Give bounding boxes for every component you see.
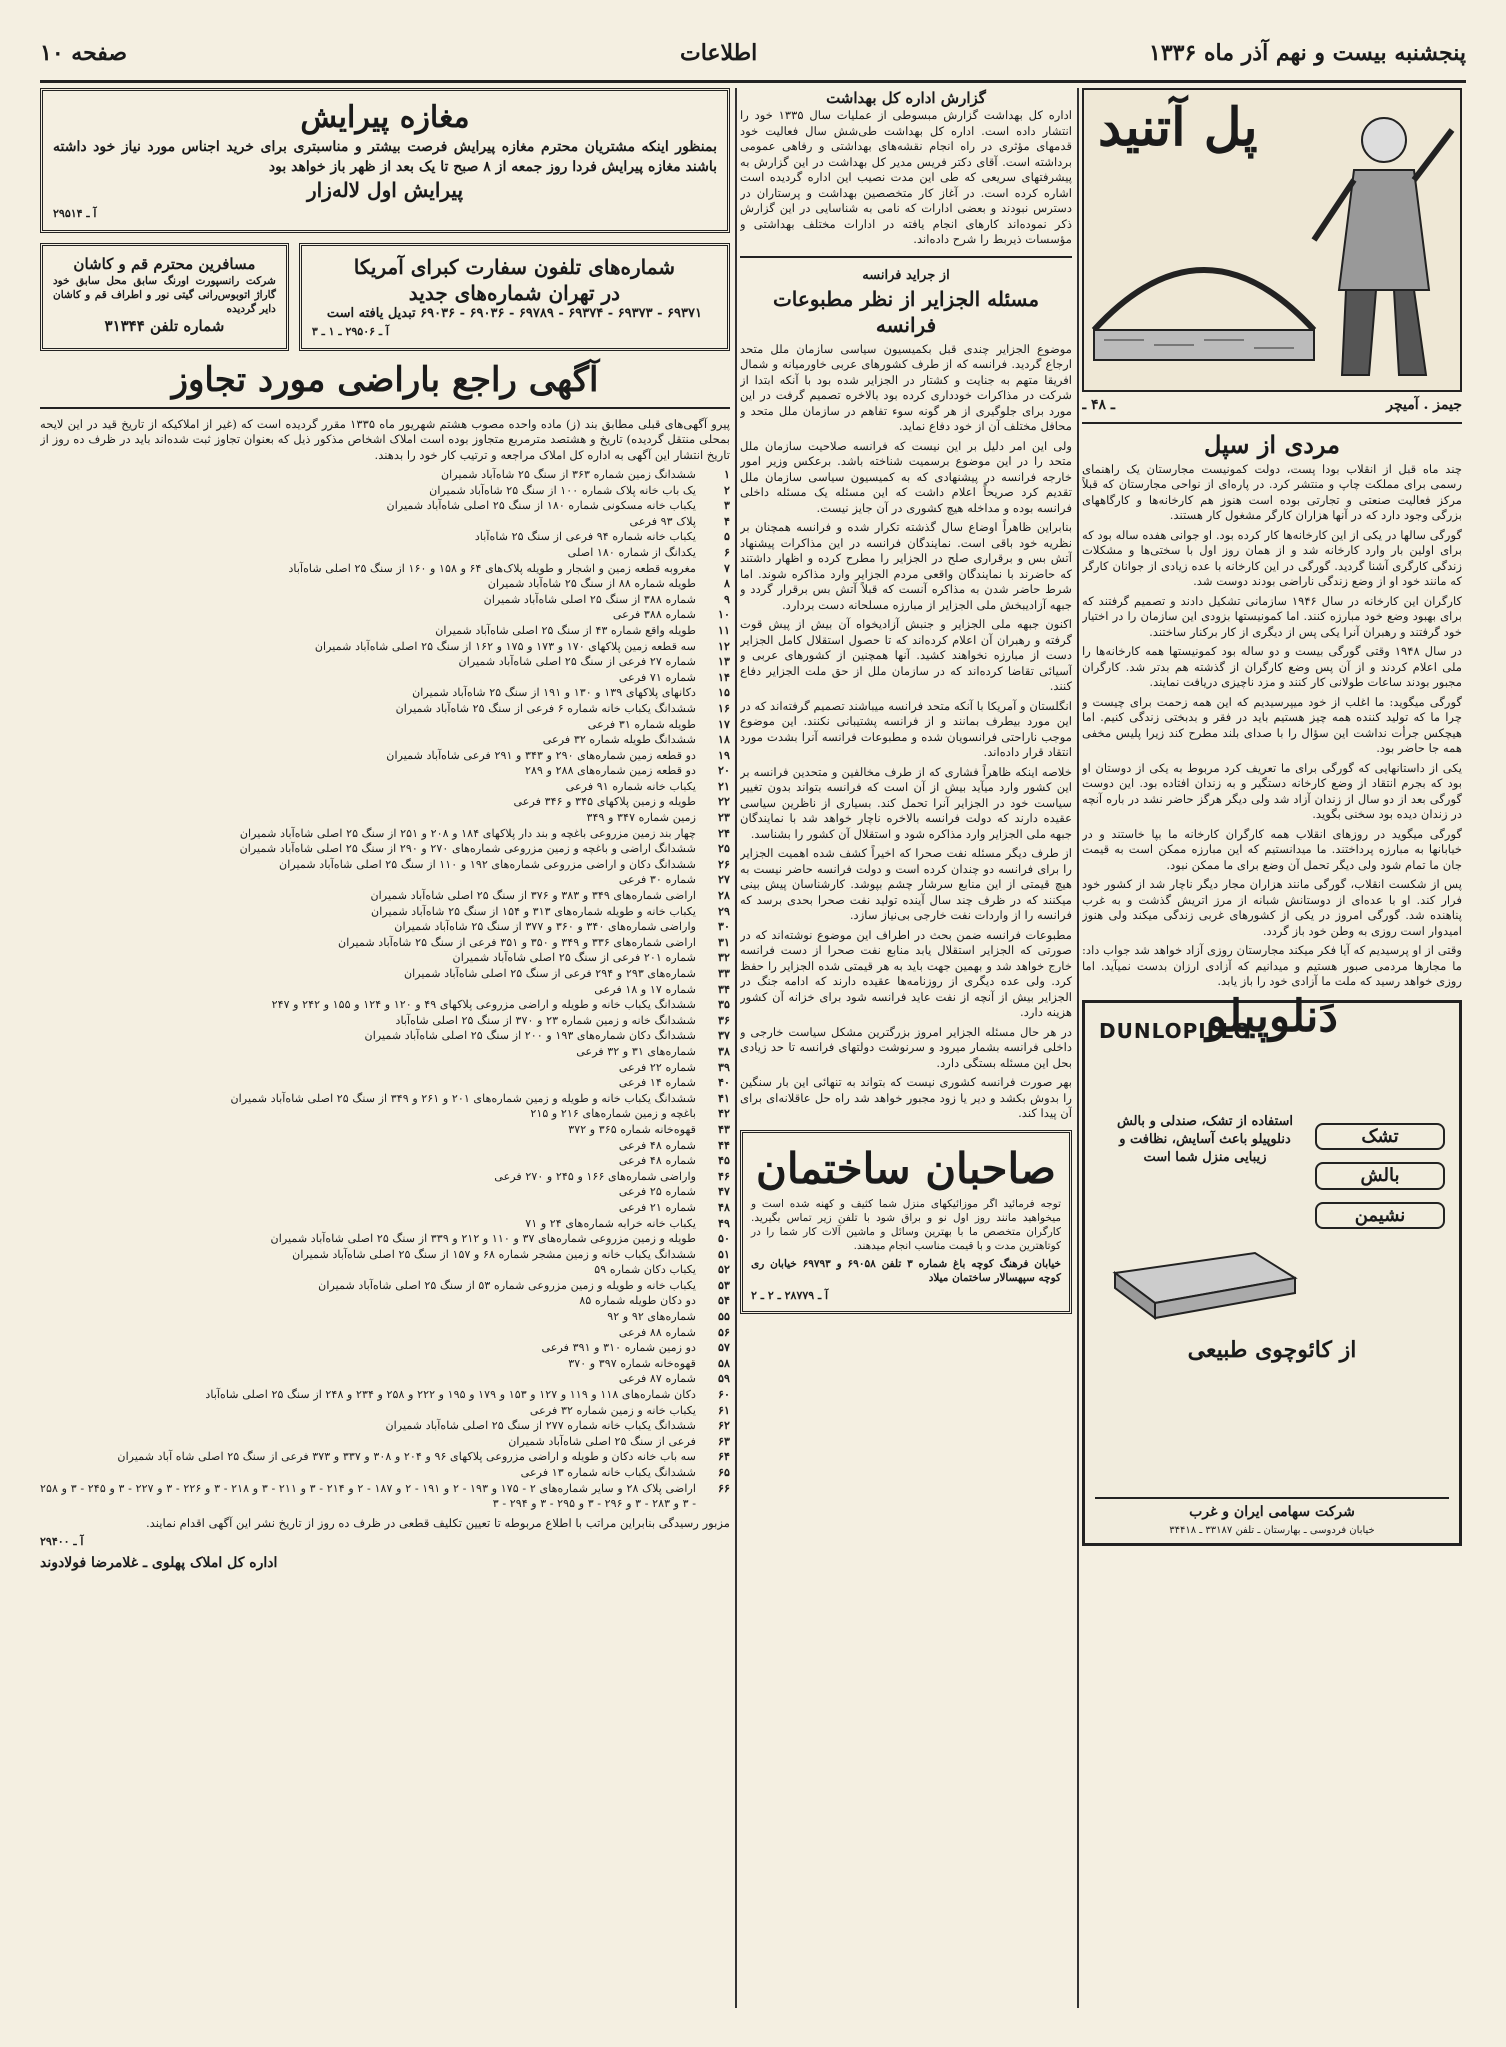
- land-notice-item-text: طویله شماره ۳۱ فرعی: [587, 717, 696, 731]
- divider: [40, 407, 730, 409]
- land-notice-item-number: ۶۴: [717, 1449, 730, 1464]
- header-newspaper-name: اطلاعات: [680, 40, 758, 66]
- builders-ad: [740, 1130, 1072, 1315]
- land-notice-item-text: شماره ۸۸ فرعی: [618, 1325, 696, 1339]
- dunlop-brand-persian: دَنلوپیلو: [1206, 990, 1338, 1042]
- land-notice-item: [40, 670, 730, 686]
- land-notice-item-text: سه باب خانه دکان و طویله و اراضی مزروعی پلاکهای ۹۶ و ۲۰۴ و ۳۰۸ و ۳۳۷ و ۳۷۳ فرعی از سنگ ۲۵ اصلی شاه آباد شمیران: [117, 1450, 696, 1464]
- land-notice-item: [40, 732, 730, 748]
- land-notice-item-text: شماره ۱۴ فرعی: [618, 1076, 696, 1090]
- land-notice-item-number: ۷: [723, 560, 730, 575]
- land-notice-item-number: ۸: [723, 576, 730, 591]
- land-notice-item-number: ۵۸: [717, 1355, 730, 1370]
- land-notice-item-number: ۲۴: [717, 825, 730, 840]
- embassy-ad-numbers: ۶۹۳۷۱ - ۶۹۳۷۳ - ۶۹۳۷۴ - ۶۹۷۸۹ - ۶۹۰۳۶ - ۶۹۰۳۶ تبدیل یافته است: [326, 305, 702, 321]
- land-notice-item: [40, 639, 730, 655]
- middle-column: [740, 88, 1072, 2008]
- divider: [1082, 422, 1462, 424]
- algeria-paragraph: بنابراین ظاهراً اوضاع سال گذشته تکرار شده و فرانسه همچنان بر نظریه خود باقی است. نمایندگان فرانسه در این مذاکرات پیشنهاد آتش بس و برقراری صلح در الجزایر را مطرح کرده و اظهار داشتند که حاضرند با نمایندگان واقعی مردم الجزایر وارد مذاکره شوند. اما شرط حاضر شدن به مذاکره آنست که قبلاً آتش بس برقرار گردد و جبهه آزادیبخش ملی الجزایر از مبارزه مسلحانه دست بردارد.: [740, 520, 1072, 612]
- land-notice-item-number: ۱۳: [717, 654, 730, 669]
- serial-paragraph: یکی از داستانهایی که گورگی برای ما تعریف کرد مربوط به یکی از دوستان او بود که بجرم انتقاد از وضع کارخانه دستگیر و به زندان افتاده بود. این دوست گورگی بعد از دو سال از زندان آزاد شد ولی دیگر هرگز حاضر نشد در باره آنچه در زندان دیده بود سخنی بگوید.: [1082, 760, 1462, 821]
- embassy-ad-title: شماره‌های تلفون سفارت کبرای آمریکا: [353, 254, 676, 279]
- land-notice-item: [40, 1356, 730, 1372]
- land-notice-item-number: ۱۸: [717, 732, 730, 747]
- land-notice-item-text: ششدانگ یکباب خانه شماره ۱۳ فرعی: [520, 1466, 696, 1479]
- land-notice-item: [40, 982, 730, 998]
- land-notice-item-text: یکباب خانه و طویله شماره‌های ۳۱۳ و ۱۵۴ از سنگ ۲۵ شاه‌آباد شمیران: [371, 904, 696, 918]
- land-notice-item-number: ۴۰: [717, 1075, 730, 1090]
- passenger-ad-body: شرکت رانسپورت اورنگ سابق محل سابق خود گاراژ اتوبوس‌رانی گیتی نور و اطراف قم و کاشان دایر گردیده: [53, 274, 276, 315]
- dunlop-product: بالش: [1315, 1162, 1445, 1190]
- land-notice-item: [40, 467, 730, 483]
- land-notice-item-number: ۳۵: [717, 997, 730, 1012]
- land-notice-item: [40, 654, 730, 670]
- land-notice-item: [40, 1293, 730, 1309]
- land-notice-item: [40, 483, 730, 499]
- land-notice-intro: پیرو آگهی‌های قبلی مطابق بند (ز) ماده واحده مصوب هشتم شهریور ماه ۱۳۳۵ مقرر گردیده است که (غیر از املاکیکه از تاریخ قید در این لایحه بمحلی منتقل گردیده) تاریخ و هشتصد مترمربع متجاوز بوده است املاک اشخاص مذکور ذیل که بعنوان تجاوز ثبت شده‌اند باید در ظرف ده روز از تاریخ انتشار این آگهی به اداره کل املاک مراجعه و ترتیب کار خود را بدهند.: [40, 416, 730, 462]
- land-notice-item: [40, 950, 730, 966]
- dunlop-product: نشیمن: [1315, 1202, 1445, 1230]
- land-notice-item: [40, 498, 730, 514]
- shop-ad-body: بمنظور اینکه مشتریان محترم مغازه پیرایش فرصت بیشتر و مناسبتری برای خرید اجناس مورد نیاز خود داشته باشند مغازه پیرایش فردا روز جمعه از ۸ صبح تا یک بعد از ظهر باز خواهد بود: [53, 139, 717, 175]
- land-notice-item-text: دکانهای پلاکهای ۱۳۹ و ۱۳۰ و ۱۹۱ از سنگ ۲۵ شاه‌آباد شمیران: [412, 686, 696, 700]
- land-notice-item-number: ۵: [723, 529, 730, 544]
- land-notice-item: [40, 1013, 730, 1029]
- shop-ad-sign: پیرایش اول لاله‌زار: [306, 178, 464, 202]
- land-notice-item: [40, 1122, 730, 1138]
- land-notice-item: [40, 701, 730, 717]
- builders-ad-title: صاحبان ساختمان: [756, 1143, 1056, 1193]
- land-notice-list: [40, 467, 730, 1512]
- land-notice-item-text: ششدانگ یکباب خانه شماره ۲۷۷ از سنگ ۲۵ اصلی شاه‌آباد شمیران: [385, 1419, 696, 1433]
- land-notice-item-number: ۳۰: [717, 919, 730, 934]
- land-notice-item-text: دکان شماره‌های ۱۱۸ و ۱۱۹ و ۱۲۷ و ۱۵۳ و ۱۷۹ و ۱۹۵ و ۲۲۲ و ۲۵۸ و ۲۳۴ و ۲۴۸ از سنگ ۲۵ اصلی شاه‌آباد: [205, 1388, 696, 1402]
- land-notice-item-text: ششدانگ یکباب خانه شماره ۶ فرعی از سنگ ۲۵ شاه‌آباد شمیران: [395, 701, 696, 715]
- land-notice-item-text: شماره ۳۸۸ از سنگ ۲۵ اصلی شاه‌آباد شمیران: [483, 592, 696, 606]
- algeria-paragraph: اکنون جبهه ملی الجزایر و جنبش آزادیخواه آن بیش از پیش قوت گرفته و رهبران آن اعلام کرده‌اند که تا حصول استقلال کامل الجزایر دست از مبارزه نخواهند کشید. آنها همچنین از کشورهای عربی و آسیائی تقاضا کرده‌اند که در سازمان ملل از حق ملت الجزایر دفاع کنند.: [740, 617, 1072, 693]
- land-notice-item-text: دو قطعه زمین شماره‌های ۲۸۸ و ۲۸۹: [525, 764, 696, 778]
- land-notice-item-number: ۵۷: [717, 1340, 730, 1355]
- land-notice-item-number: ۴: [723, 513, 730, 528]
- land-notice-item: [40, 826, 730, 842]
- header-page-number: صفحه ۱۰: [40, 40, 128, 66]
- land-notice-item-text: پلاک ۹۳ فرعی: [629, 514, 696, 528]
- land-notice-item-text: یکباب خانه خرابه شماره‌های ۲۴ و ۷۱: [525, 1216, 696, 1230]
- land-notice-item-number: ۲۲: [717, 794, 730, 809]
- land-notice-item-number: ۱۹: [717, 747, 730, 762]
- land-notice-item-number: ۲۶: [717, 856, 730, 871]
- land-notice-item-number: ۱۴: [717, 669, 730, 684]
- land-notice-item: [40, 717, 730, 733]
- algeria-paragraph: بهر صورت فرانسه کشوری نیست که بتواند به تنهائی این بار سنگین را بدوش بکشد و دیر یا زود مجبور خواهد شد راه حل عاقلانه‌ای برای آن پیدا کند.: [740, 1075, 1072, 1120]
- land-notice-item-number: ۶۵: [717, 1465, 730, 1479]
- cartoon-author: جیمز . آمیچر: [1386, 397, 1462, 413]
- land-notice-item: [40, 1262, 730, 1278]
- land-notice-item-text: شماره‌های ۳۱ و ۳۲ فرعی: [576, 1044, 696, 1058]
- serial-paragraph: کارگران این کارخانه در سال ۱۹۴۶ سازمانی تشکیل دادند و تصمیم گرفتند که برای بهبود وضع خود مبارزه کنند. اما کمونیستها بزودی این سازمان را در اختیار خود گرفتند و رهبران آنرا یکی پس از دیگری از کار برکنار ساختند.: [1082, 593, 1462, 639]
- land-notice-item-text: چهار بند زمین مزروعی باغچه و بند دار پلاکهای ۱۸۴ و ۲۰۸ و ۲۵۱ از سنگ ۲۵ اصلی شاه‌آباد شمیران: [239, 826, 696, 840]
- land-notice-item: [40, 857, 730, 873]
- land-notice-item-text: یکباب خانه شماره ۹۴ فرعی از سنگ ۲۵ شاه‌آباد: [474, 530, 696, 544]
- land-notice-item: [40, 1153, 730, 1169]
- land-notice-item-number: ۴۴: [717, 1137, 730, 1152]
- land-notice-item-text: قهوه‌خانه شماره ۳۶۵ و ۳۷۲: [568, 1122, 696, 1136]
- algeria-paragraph: ولی این امر دلیل بر این نیست که فرانسه صلاحیت سازمان ملل متحد را در این موضوع برسمیت شناخته باشد. برعکس وزیر امور خارجه فرانسه در پیشنهادی که به کمیسیون سیاسی سازمان ملل تقدیم کرد صریحاً اعلام داشت که این مسئله یک مسئله داخلی فرانسه بوده و مداخله هیچ کشوری در آن جایز نیست.: [740, 438, 1072, 515]
- land-notice-item-number: ۶۰: [717, 1387, 730, 1402]
- land-notice-item-text: ششدانگ خانه و زمین شماره ۲۳ و ۳۷۰ از سنگ ۲۵ اصلی شاه‌آباد: [395, 1013, 696, 1027]
- embassy-ad: [299, 243, 730, 351]
- land-notice-item-number: ۵۱: [717, 1246, 730, 1261]
- land-notice-item: [40, 607, 730, 623]
- land-notice-item-text: ششدانگ یکباب خانه و طویله و اراضی مزروعی پلاکهای ۴۹ و ۱۲۰ و ۱۲۴ و ۱۵۵ و ۲۴۲ و ۲۴۷: [271, 998, 696, 1012]
- header-date: پنجشنبه بیست و نهم آذر ماه ۱۳۳۶: [1149, 40, 1466, 66]
- land-notice-item-number: ۳۲: [717, 950, 730, 965]
- land-notice-item-text: اراضی شماره‌های ۳۴۹ و ۳۸۳ و ۳۷۶ از سنگ ۲۵ اصلی شاه‌آباد شمیران: [370, 889, 696, 903]
- land-notice-item-text: شماره‌های ۹۲ و ۹۲: [607, 1310, 696, 1324]
- land-notice-item-number: ۱۷: [717, 716, 730, 731]
- land-notice-item-text: اراضی شماره‌های ۳۳۶ و ۳۴۹ و ۳۵۰ و ۳۵۱ فرعی از سنگ ۲۵ شاه‌آباد شمیران: [338, 935, 696, 949]
- serial-paragraph: گورگی سالها در یکی از این کارخانه‌ها کار کرده بود. او جوانی هفده ساله بود که برای اولین بار وارد کارخانه شد و از همان روز اول با سختی‌ها و مشکلات زندگی کارگری آشنا گردید. گورگی در این کارخانه با عده زیادی از جوانان کارگر که مانند خود او از وضع زندگی ناراضی بودند دوست شد.: [1082, 527, 1462, 588]
- land-notice-item: [40, 1325, 730, 1341]
- land-notice-item-number: ۵۲: [717, 1262, 730, 1277]
- land-notice-item-text: ششدانگ زمین شماره ۳۶۳ از سنگ ۲۵ شاه‌آباد شمیران: [440, 468, 696, 481]
- land-notice-item-number: ۲۸: [717, 888, 730, 903]
- land-notice-item-text: یکباب خانه شماره ۹۱ فرعی: [565, 779, 696, 793]
- health-report-title: گزارش اداره کل بهداشت: [826, 89, 986, 107]
- land-notice-item-text: شماره ۳۰ فرعی: [618, 873, 696, 887]
- land-notice-item: [40, 794, 730, 810]
- land-notice-item-number: ۶۲: [717, 1418, 730, 1433]
- land-notice-item-text: شماره ۴۸ فرعی: [618, 1154, 696, 1168]
- land-notice-item-text: واراضی شماره‌های ۱۶۶ و ۲۴۵ و ۲۷۰ فرعی: [494, 1169, 696, 1183]
- land-notice-item: [40, 1106, 730, 1122]
- land-notice-item-number: ۱: [723, 467, 730, 481]
- land-notice-item-text: یک باب خانه پلاک شماره ۱۰۰ از سنگ ۲۵ شاه‌آباد شمیران: [429, 483, 696, 497]
- land-notice-item: [40, 576, 730, 592]
- shop-ad-title: مغازه پیرایش: [300, 100, 470, 135]
- land-notice-item: [40, 904, 730, 920]
- land-notice-item-text: یکباب خانه مسکونی شماره ۱۸۰ از سنگ ۲۵ اصلی شاه‌آباد شمیران: [386, 499, 696, 513]
- land-notice-item: [40, 561, 730, 577]
- land-notice-item-number: ۲۳: [717, 810, 730, 825]
- land-notice-item-text: سه قطعه زمین پلاکهای ۱۷۰ و ۱۷۳ و ۱۷۵ و ۱۶۲ از سنگ ۲۵ اصلی شاه‌آباد شمیران: [314, 639, 696, 653]
- land-notice-item-number: ۲۵: [717, 841, 730, 856]
- land-notice-item-text: شماره ۲۱ فرعی: [618, 1200, 696, 1214]
- serial-paragraph: چند ماه قبل از انقلاب بودا پست، دولت کمونیست مجارستان یک راهنمای رسمی برای مملکت چاپ و منتشر کرد. در پاره‌ای از نواحی مجارستان که قبلاً مرکز فعالیت صنعتی و تجارتی بوده است هنوز هم کارخانه‌ها و کارگاههای بزرگی وجود دارد که در آنها هزاران کارگر مشغول کار هستند.: [1082, 461, 1462, 522]
- land-notice-item-text: شماره ۸۷ فرعی: [618, 1372, 696, 1386]
- serial-paragraph: در سال ۱۹۴۸ وقتی گورگی بیست و دو ساله بود کمونیستها همه کارخانه‌ها را ملی اعلام کردند و از آن پس وضع کارگران از گذشته هم بدتر شد. کارگران مجبور بودند ساعات طولانی کار کنند و مزد ناچیزی دریافت نمایند.: [1082, 644, 1462, 689]
- dunlop-product-list: [1315, 1123, 1445, 1242]
- land-notice-item: [40, 1216, 730, 1232]
- algeria-paragraph: انگلستان و آمریکا با آنکه متحد فرانسه میباشند تصمیم گرفته‌اند که در این مورد بیطرف بمانند و از فرانسه پشتیبانی نکنند. این موضوع موجب ناراحتی فرانسویان شده و مطبوعات فرانسه آنرا بشدت مورد انتقاد قرار داده‌اند.: [740, 698, 1072, 759]
- land-notice-footer: مزبور رسیدگی بنابراین مراتب با اطلاع مربوطه تا تعیین تکلیف قطعی در ظرف ده روز از تاریخ نشر این آگهی اقدام نمایند.: [146, 1515, 730, 1530]
- land-notice-item-number: ۴۳: [717, 1121, 730, 1136]
- land-notice-item: [40, 935, 730, 951]
- algeria-kicker: از جراید فرانسه: [862, 267, 950, 283]
- top-ads-row: [40, 88, 730, 243]
- dunlopillo-ad: [1082, 990, 1462, 1546]
- left-column: [40, 88, 730, 2008]
- column-divider: [1077, 88, 1079, 2008]
- land-notice-item: [40, 1387, 730, 1403]
- land-notice-item-number: ۲۹: [717, 903, 730, 918]
- land-notice-item-text: طویله و زمین مزروعی شماره‌های ۳۷ و ۱۱۰ و ۲۱۲ و ۳۳۹ از سنگ ۲۵ اصلی شاه‌آباد شمیران: [270, 1232, 696, 1246]
- land-notice-item-text: طویله شماره ۸۸ از سنگ ۲۵ شاه‌آباد شمیران: [487, 577, 696, 591]
- land-notice-item: [40, 1278, 730, 1294]
- land-notice-item-text: یکباب خانه و طویله و زمین مزروعی شماره ۵۳ از سنگ ۲۵ اصلی شاه‌آباد شمیران: [318, 1278, 696, 1292]
- land-notice-item: [40, 529, 730, 545]
- passenger-ad-title: مسافرین محترم قم و کاشان: [73, 254, 256, 273]
- column-divider: [735, 88, 737, 2008]
- land-notice-item: [40, 685, 730, 701]
- land-notice-item-number: ۴۵: [717, 1153, 730, 1168]
- right-column: [1082, 88, 1462, 2008]
- land-notice-item-text: ششدانگ طویله شماره ۳۲ فرعی: [542, 733, 696, 747]
- land-notice-item: [40, 841, 730, 857]
- land-notice-item-number: ۶۳: [717, 1433, 730, 1448]
- serial-story: [1082, 429, 1462, 990]
- land-notice-item: [40, 1434, 730, 1450]
- land-notice-item-text: دو زمین شماره ۳۱۰ و ۳۹۱ فرعی: [541, 1341, 696, 1355]
- land-notice-item-text: ششدانگ یکباب خانه و زمین مشجر شماره ۶۸ و ۱۵۷ از سنگ ۲۵ اصلی شاه‌آباد شمیران: [292, 1247, 696, 1261]
- land-notice-item-number: ۵۵: [717, 1309, 730, 1324]
- land-notice-item-number: ۳۶: [717, 1012, 730, 1027]
- land-notice-item-number: ۳۹: [717, 1059, 730, 1074]
- land-notice-item-text: شماره ۲۵ فرعی: [618, 1185, 696, 1199]
- cartoon-title: پل آتنید: [1098, 97, 1258, 158]
- land-notice-code: آ ـ ۲۹۴۰۰: [40, 1535, 84, 1549]
- land-notice-item-number: ۵۹: [717, 1371, 730, 1386]
- land-notice-item-number: ۹: [723, 591, 730, 606]
- mattress-icon: [1105, 1233, 1305, 1323]
- land-notice-item: [40, 1138, 730, 1154]
- land-notice-item: [40, 623, 730, 639]
- cartoon-illustration: [1082, 88, 1462, 392]
- dunlop-description: استفاده از تشک، صندلی و بالش دنلوپیلو باعث آسایش، نظافت و زیبایی منزل شما است: [1116, 1113, 1294, 1165]
- land-notice-item-number: ۵۴: [717, 1293, 730, 1308]
- land-notice-item-number: ۲۷: [717, 872, 730, 887]
- land-notice-item: [40, 1309, 730, 1325]
- algeria-paragraph: مطبوعات فرانسه ضمن بحث در اطراف این موضوع نوشته‌اند که در صورتی که الجزایر استقلال یابد منابع نفت صحرا از دست فرانسه خارج خواهد شد و بهمین جهت باید به هر قیمتی شده الجزایر را حفظ کرد. ولی عده دیگری از روزنامه‌ها عقیده دارند که ادامه جنگ در الجزایر بیش از آنچه از نفت عاید فرانسه شود برای خزانه آن کشور هزینه دارد.: [740, 927, 1072, 1019]
- dunlop-tagline: از کائوچوی طبیعی: [1187, 1336, 1357, 1363]
- land-notice-item-number: ۱۱: [717, 622, 730, 637]
- land-notice-item: [40, 763, 730, 779]
- land-notice-item-number: ۱۶: [717, 700, 730, 715]
- land-notice-item-number: ۴۸: [717, 1199, 730, 1214]
- second-ads-row: [40, 243, 730, 361]
- land-notice-item: [40, 872, 730, 888]
- land-notice-item: [40, 514, 730, 530]
- land-notice-item-text: واراضی شماره‌های ۳۴۰ و ۳۶۰ و ۳۷۷ از سنگ ۲۵ شاه‌آباد شمیران: [394, 920, 696, 934]
- health-report-body: اداره کل بهداشت گزارش مبسوطی از عملیات سال ۱۳۳۵ خود را انتشار داده است. اداره کل بهداشت طی‌شش سال فعالیت خود قدمهای مؤثری در راه انجام نقشه‌های بهداشتی و رفاهی عمومی برداشته است. آقای دکتر فریس مدیر کل بهداشت در این گزارش به پیشرفتهای سریعی که طی این مدت نصیب این اداره گردیده است اشاره کرده است. در آغاز کار متخصصین بهداشت و پرستاران در دسترس نبودند و بعضی ادارات که نامی به شناسایی در این گزارش ذکر نموده‌اند کارهای انجام یافته در ادارات مختلف بهداشتی و مؤسسات ذیربط را شرح داده‌اند.: [740, 108, 1072, 246]
- dunlop-address: خیابان فردوسی ـ بهارستان ـ تلفن ۳۳۱۸۷ ـ ۳۴۴۱۸: [1169, 1525, 1375, 1536]
- land-notice-item-text: طویله واقع شماره ۴۳ از سنگ ۲۵ اصلی شاه‌آباد شمیران: [435, 623, 696, 637]
- land-notice-title: آگهی راجع باراضی مورد تجاوز: [171, 359, 599, 400]
- land-notice-item-text: ششدانگ اراضی و باغچه و زمین مزروعی شماره‌های ۲۷۰ و ۲۹۰ از سنگ ۲۵ اصلی شاه‌آباد شمیران: [239, 842, 696, 856]
- land-notice-item: [40, 1091, 730, 1107]
- page-header: [40, 32, 1466, 83]
- land-notice-item-text: شماره ۲۰۱ فرعی از سنگ ۲۵ اصلی شاه‌آباد شمیران: [452, 951, 696, 965]
- algeria-title: مسئله الجزایر از نظر مطبوعات فرانسه: [772, 286, 1040, 337]
- land-notice-item: [40, 810, 730, 826]
- land-notice-item: [40, 545, 730, 561]
- land-notice-item-number: ۳۳: [717, 966, 730, 980]
- dunlop-brand-english: DUNLOPILLO: [1099, 1019, 1252, 1043]
- land-notice-item-text: فرعی از سنگ ۲۵ اصلی شاه‌آباد شمیران: [508, 1434, 696, 1448]
- land-notice-item-text: شماره ۲۷ فرعی از سنگ ۲۵ اصلی شاه‌آباد شمیران: [458, 655, 696, 669]
- algeria-paragraph: خلاصه اینکه ظاهراً فشاری که از طرف مخالفین و متحدین فرانسه بر این کشور وارد میآید بیش از آن است که فرانسه بتواند بدون تغییر سیاست خود در الجزایر آنرا تحمل کند. بسیاری از ناظرین سیاسی عقیده دارند که دولت فرانسه بالاخره ناچار خواهد شد با نمایندگان جبهه ملی الجزایر وارد مذاکره شود و استقلال آن کشور را بشناسد.: [740, 764, 1072, 841]
- divider: [740, 256, 1072, 258]
- serial-title: مردی از سپل: [1203, 429, 1341, 459]
- land-notice-item: [40, 1465, 730, 1481]
- land-notice-item-number: ۳: [723, 498, 730, 513]
- algeria-paragraph: از طرف دیگر مسئله نفت صحرا که اخیراً کشف شده اهمیت الجزایر را برای فرانسه دو چندان کرده است و دولت فرانسه حاضر نیست به هیچ قیمتی از این منابع سرشار چشم بپوشد. کارشناسان پیش بینی میکنند که در ظرف چند سال آینده تولید نفت صحرا بحدی برسد که فرانسه را از واردات نفت خارجی بی‌نیاز سازد.: [740, 846, 1072, 922]
- land-notice-item: [40, 1044, 730, 1060]
- land-notice-item: [40, 966, 730, 982]
- land-notice-item-number: ۴۹: [717, 1215, 730, 1230]
- land-notice-item-text: اراضی پلاک ۲۸ و سایر شماره‌های ۲ - ۱۷۵ و ۱۹۳ - ۲ و ۱۹۱ - ۲ و ۱۸۷ - ۲ و ۲۱۴ - ۳ و ۲۱۱ - ۳ و ۲۱۸ - ۳ و ۲۲۶ - ۳ و ۲۲۷ - ۳ و ۲۴۵ - ۳ و ۲۵۸ - ۳ و ۲۸۳ - ۳ و ۲۹۶ - ۳ و ۲۹۵ - ۳ و ۲۹۴ - ۳: [40, 1481, 696, 1511]
- land-notice-item-number: ۳۴: [717, 981, 730, 996]
- land-notice-item: [40, 779, 730, 795]
- land-notice-item-number: ۵۳: [717, 1277, 730, 1292]
- health-report: [740, 88, 1072, 248]
- land-notice: [40, 361, 730, 1572]
- land-notice-item-number: ۳۷: [717, 1028, 730, 1043]
- land-notice-item-text: ششدانگ دکان شماره‌های ۱۹۳ و ۲۰۰ از سنگ ۲۵ اصلی شاه‌آباد شمیران: [364, 1029, 696, 1043]
- land-notice-item: [40, 1169, 730, 1185]
- cartoon-number: ـ ۴۸ ـ: [1082, 397, 1116, 413]
- land-notice-item-number: ۴۶: [717, 1168, 730, 1183]
- land-notice-item-text: یکدانگ از شماره ۱۸۰ اصلی: [567, 545, 696, 559]
- land-notice-item-number: ۶۶: [717, 1480, 730, 1495]
- cartoon-caption: [1082, 398, 1462, 414]
- land-notice-item: [40, 1231, 730, 1247]
- land-notice-item: [40, 1247, 730, 1263]
- land-notice-item-text: ششدانگ یکباب خانه و طویله و زمین شماره‌های ۲۰۱ و ۲۶۱ و ۳۴۹ از سنگ ۲۵ اصلی شاه‌آباد شمیران: [230, 1091, 696, 1105]
- builders-ad-body: توجه فرمائید اگر موزائیکهای منزل شما کثیف و کهنه شده است و میخواهید مانند روز اول نو و براق شود با تلفن زیر تماس بگیرید. کارگران متخصص ما با بهترین وسائل و ماشین آلات کار شما را در کوتاهترین مدت و با قیمت مناسب انجام میدهند.: [751, 1197, 1061, 1252]
- land-notice-item-text: شماره ۲۲ فرعی: [618, 1060, 696, 1074]
- land-notice-signature: اداره کل املاک پهلوی ـ غلامرضا فولادوند: [40, 1554, 278, 1571]
- land-notice-item: [40, 1075, 730, 1091]
- land-notice-item-number: ۶: [723, 544, 730, 559]
- land-notice-item-text: دو قطعه زمین شماره‌های ۲۹۰ و ۳۴۳ و ۲۹۱ فرعی شاه‌آباد شمیران: [386, 748, 696, 762]
- land-notice-item-number: ۴۱: [717, 1090, 730, 1105]
- land-notice-item-text: قهوه‌خانه شماره ۳۹۷ و ۳۷۰: [568, 1356, 696, 1370]
- algeria-paragraph: موضوع الجزایر چندی قبل بکمیسیون سیاسی سازمان ملل متحد ارجاع گردید. فرانسه که از طرف کشورهای عربی خاورمیانه و شمال افریقا متهم به جنایت و کشتار در الجزایر شده بود با آنکه ابتدا از شرکت در مذاکرات خودداری کرده بود بالاخره تصمیم گرفت در این مورد برای جلوگیری از هر گونه سوء تفاهم در سازمان ملل متحد و محافل مختلف آن از خود دفاع نماید.: [740, 341, 1072, 433]
- land-notice-item-number: ۴۲: [717, 1106, 730, 1121]
- serial-paragraph: گورگی میگوید در روزهای انقلاب همه کارگران کارخانه ما بپا خاستند و در خیابانها به مبارزه پرداختند. ما میدانستیم که این مبارزه ممکن است به قیمت جان ما تمام شود ولی دیگر تحمل آن وضع برای ما ممکن نبود.: [1082, 826, 1462, 872]
- land-notice-item-text: ششدانگ دکان و اراضی مزروعی شماره‌های ۱۹۲ و ۱۱۰ از سنگ ۲۵ اصلی شاه‌آباد شمیران: [279, 857, 696, 871]
- land-notice-item-text: شماره‌های ۲۹۳ و ۲۹۴ فرعی از سنگ ۲۵ اصلی شاه‌آباد شمیران: [403, 967, 696, 980]
- land-notice-item: [40, 592, 730, 608]
- serial-paragraph: وقتی از او پرسیدیم که آیا فکر میکند مجارستان روزی آزاد خواهد شد جواب داد: ما مجارها مردمی صبور هستیم و میدانیم که آزادی ارزان بدست نمیآید. اما روزی خواهد رسید که ملت ما آزادی خود را باز یابد.: [1082, 943, 1462, 988]
- embassy-ad-subtitle: در تهران شماره‌های جدید: [408, 280, 621, 305]
- land-notice-item-text: یکباب دکان شماره ۵۹: [594, 1263, 696, 1277]
- land-notice-item: [40, 1418, 730, 1434]
- land-notice-item: [40, 1449, 730, 1465]
- shop-ad: [40, 88, 730, 233]
- land-notice-item-text: طویله و زمین پلاکهای ۳۴۵ و ۳۴۶ فرعی: [513, 795, 696, 809]
- land-notice-item-text: شماره ۱۷ و ۱۸ فرعی: [594, 982, 696, 996]
- shop-ad-code: آ ـ ۲۹۵۱۴: [53, 207, 97, 220]
- land-notice-item-number: ۲: [723, 482, 730, 497]
- land-notice-item: [40, 888, 730, 904]
- land-notice-item-number: ۱۰: [717, 607, 730, 622]
- land-notice-item: [40, 748, 730, 764]
- land-notice-item-number: ۱۵: [717, 685, 730, 700]
- land-notice-item: [40, 1403, 730, 1419]
- land-notice-item: [40, 1028, 730, 1044]
- land-notice-item-number: ۱۲: [717, 638, 730, 653]
- embassy-ad-code: آ ـ ۲۹۵۰۶ ـ ۱ ـ ۳: [311, 325, 389, 338]
- land-notice-item-number: ۲۰: [717, 763, 730, 778]
- land-notice-item-number: ۳۸: [717, 1043, 730, 1058]
- land-notice-item-text: مغروبه قطعه زمین و اشجار و طویله پلاک‌های ۶۴ و ۱۵۸ و ۱۶۰ از سنگ ۲۵ اصلی شاه‌آباد: [288, 561, 696, 575]
- land-notice-item-text: شماره ۳۸۸ فرعی: [612, 608, 696, 622]
- land-notice-item-text: یکباب خانه و زمین شماره ۳۲ فرعی: [529, 1403, 696, 1417]
- builders-ad-address: خیابان فرهنگ کوچه باغ شماره ۳ تلفن ۶۹۰۵۸ و ۶۹۷۹۳ خیابان ری کوچه سپهسالار ساختمان میلاد: [751, 1257, 1061, 1284]
- land-notice-item-text: شماره ۷۱ فرعی: [618, 670, 696, 684]
- land-notice-item: [40, 1340, 730, 1356]
- land-notice-item-text: دو دکان طویله شماره ۸۵: [579, 1294, 696, 1308]
- land-notice-item-number: ۵۶: [717, 1324, 730, 1339]
- algeria-article: [740, 266, 1072, 1122]
- land-notice-item: [40, 1200, 730, 1216]
- serial-paragraph: گورگی میگوید: ما اغلب از خود میپرسیدیم که این همه زحمت برای چیست و چرا ما که تولید کننده همه چیز هستیم باید در فقر و بدبختی زندگی کنیم. اما هیچکس جرأت نداشت این سؤال را با صدای بلند مطرح کند زیرا پلیس مخفی همه جا حاضر بود.: [1082, 694, 1462, 755]
- land-notice-item: [40, 997, 730, 1013]
- algeria-paragraph: در هر حال مسئله الجزایر امروز بزرگترین مشکل سیاست خارجی و داخلی فرانسه بشمار میرود و سرنوشت دولتهای فرانسه تا حد زیادی بحل این مسئله بستگی دارد.: [740, 1024, 1072, 1070]
- dunlop-company: شرکت سهامی ایران و غرب: [1095, 1497, 1449, 1521]
- land-notice-item: [40, 1060, 730, 1076]
- land-notice-item-number: ۴۷: [717, 1184, 730, 1199]
- land-notice-item: [40, 1371, 730, 1387]
- land-notice-item-text: باغچه و زمین شماره‌های ۲۱۶ و ۲۱۵: [530, 1107, 696, 1121]
- dunlop-product: تشک: [1315, 1123, 1445, 1151]
- land-notice-item: [40, 919, 730, 935]
- land-notice-item: [40, 1184, 730, 1200]
- land-notice-item-text: زمین شماره ۳۴۷ و ۳۴۹: [586, 811, 696, 825]
- land-notice-item-number: ۵۰: [717, 1231, 730, 1246]
- land-notice-item-number: ۲۱: [717, 778, 730, 793]
- builders-ad-code: آ ـ ۲۸۷۷۹ ـ ۲ ـ ۲: [751, 1288, 829, 1302]
- land-notice-item-text: شماره ۴۸ فرعی: [618, 1138, 696, 1152]
- passenger-ad: [40, 243, 289, 351]
- land-notice-item-number: ۳۱: [717, 934, 730, 949]
- serial-paragraph: پس از شکست انقلاب، گورگی مانند هزاران مجار دیگر ناچار شد از کشور خود فرار کند. او با عده‌ای از دوستانش شبانه از مرز اتریش گذشت و به غرب پناهنده شد. گورگی امروز در یکی از کشورهای غربی زندگی میکند ولی هنوز امیدوار است روزی به وطن خود باز گردد.: [1082, 877, 1462, 938]
- passenger-ad-phone: شماره تلفن ۳۱۳۴۴: [104, 316, 225, 335]
- land-notice-item-number: ۶۱: [717, 1402, 730, 1417]
- land-notice-item: [40, 1481, 730, 1512]
